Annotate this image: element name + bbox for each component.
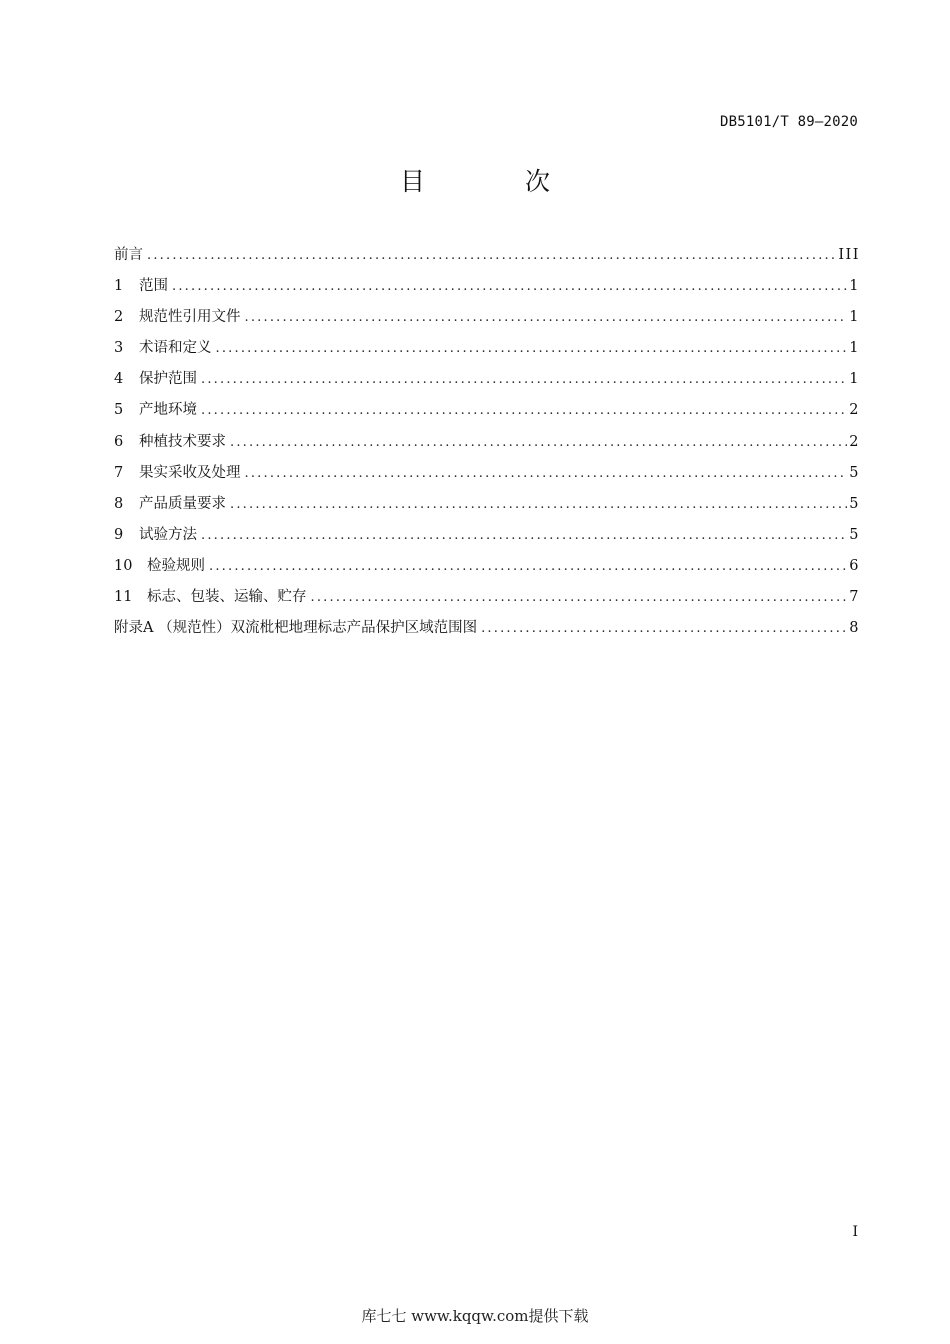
- toc-entry-page: III: [838, 247, 860, 263]
- page-title: 目 次: [400, 167, 596, 196]
- toc-entry-page: 6: [849, 557, 860, 574]
- toc-leader-dots: [147, 240, 836, 271]
- toc-leader-dots: [230, 427, 847, 458]
- toc-entry-page: 2: [849, 402, 860, 419]
- toc-entry-page: 1: [849, 340, 860, 357]
- toc-leader-dots: [209, 551, 847, 582]
- toc-entry-number: 3: [114, 340, 124, 357]
- toc-entry-page: 7: [849, 589, 860, 606]
- toc-entry-number: 10: [114, 557, 133, 574]
- toc-entry-appendix-a[interactable]: [114, 613, 860, 644]
- toc-entry-label: 产地环境: [139, 402, 197, 419]
- toc-entry-page: 1: [849, 278, 860, 295]
- standard-code: DB5101/T 89—2020: [719, 114, 858, 130]
- toc-entry-8[interactable]: [114, 489, 860, 520]
- toc-entry-page: 8: [849, 620, 860, 637]
- toc-entry-number: 6: [114, 433, 124, 450]
- footer-watermark: 库七七 www.kqqw.com提供下载: [361, 1307, 589, 1325]
- toc-entry-number: 7: [114, 464, 124, 481]
- table-of-contents: [114, 240, 860, 644]
- toc-entry-label: 范围: [139, 278, 168, 295]
- toc-entry-2[interactable]: [114, 302, 860, 333]
- toc-leader-dots: [245, 458, 848, 489]
- toc-entry-label: 种植技术要求: [139, 433, 226, 450]
- toc-entry-number: 5: [114, 402, 124, 419]
- toc-leader-dots: [481, 613, 847, 644]
- toc-entry-foreword[interactable]: [114, 240, 860, 271]
- toc-leader-dots: [311, 582, 848, 613]
- toc-entry-page: 1: [849, 371, 860, 388]
- toc-entry-label: 附录A （规范性）双流枇杷地理标志产品保护区域范围图: [114, 620, 478, 637]
- toc-entry-1[interactable]: [114, 271, 860, 302]
- toc-entry-label: 保护范围: [139, 371, 197, 388]
- toc-entry-5[interactable]: [114, 395, 860, 426]
- toc-leader-dots: [201, 395, 847, 426]
- toc-entry-number: 9: [114, 526, 124, 543]
- toc-entry-page: 2: [849, 433, 860, 450]
- toc-entry-label: 术语和定义: [139, 340, 212, 357]
- toc-leader-dots: [230, 489, 847, 520]
- toc-entry-page: 5: [849, 526, 860, 543]
- toc-leader-dots: [172, 271, 847, 302]
- toc-leader-dots: [201, 520, 847, 551]
- toc-leader-dots: [245, 302, 848, 333]
- toc-entry-3[interactable]: [114, 333, 860, 364]
- toc-entry-6[interactable]: [114, 427, 860, 458]
- toc-entry-label: 标志、包装、运输、贮存: [147, 589, 307, 606]
- toc-entry-7[interactable]: [114, 458, 860, 489]
- toc-entry-11[interactable]: [114, 582, 860, 613]
- toc-entry-page: 5: [849, 464, 860, 481]
- toc-entry-10[interactable]: [114, 551, 860, 582]
- toc-entry-number: 1: [114, 278, 124, 295]
- toc-entry-label: 产品质量要求: [139, 495, 226, 512]
- toc-entry-number: 8: [114, 495, 124, 512]
- toc-entry-number: 2: [114, 309, 124, 326]
- toc-entry-page: 5: [849, 495, 860, 512]
- toc-entry-label: 规范性引用文件: [139, 309, 241, 326]
- toc-entry-page: 1: [849, 309, 860, 326]
- toc-entry-4[interactable]: [114, 364, 860, 395]
- page-number: I: [852, 1224, 858, 1240]
- toc-entry-label: 前言: [114, 247, 143, 263]
- toc-entry-9[interactable]: [114, 520, 860, 551]
- toc-entry-label: 检验规则: [147, 557, 205, 574]
- toc-entry-number: 11: [114, 589, 133, 606]
- toc-entry-number: 4: [114, 371, 124, 388]
- toc-leader-dots: [216, 333, 848, 364]
- toc-entry-label: 试验方法: [139, 526, 197, 543]
- toc-leader-dots: [201, 364, 847, 395]
- toc-entry-label: 果实采收及处理: [139, 464, 241, 481]
